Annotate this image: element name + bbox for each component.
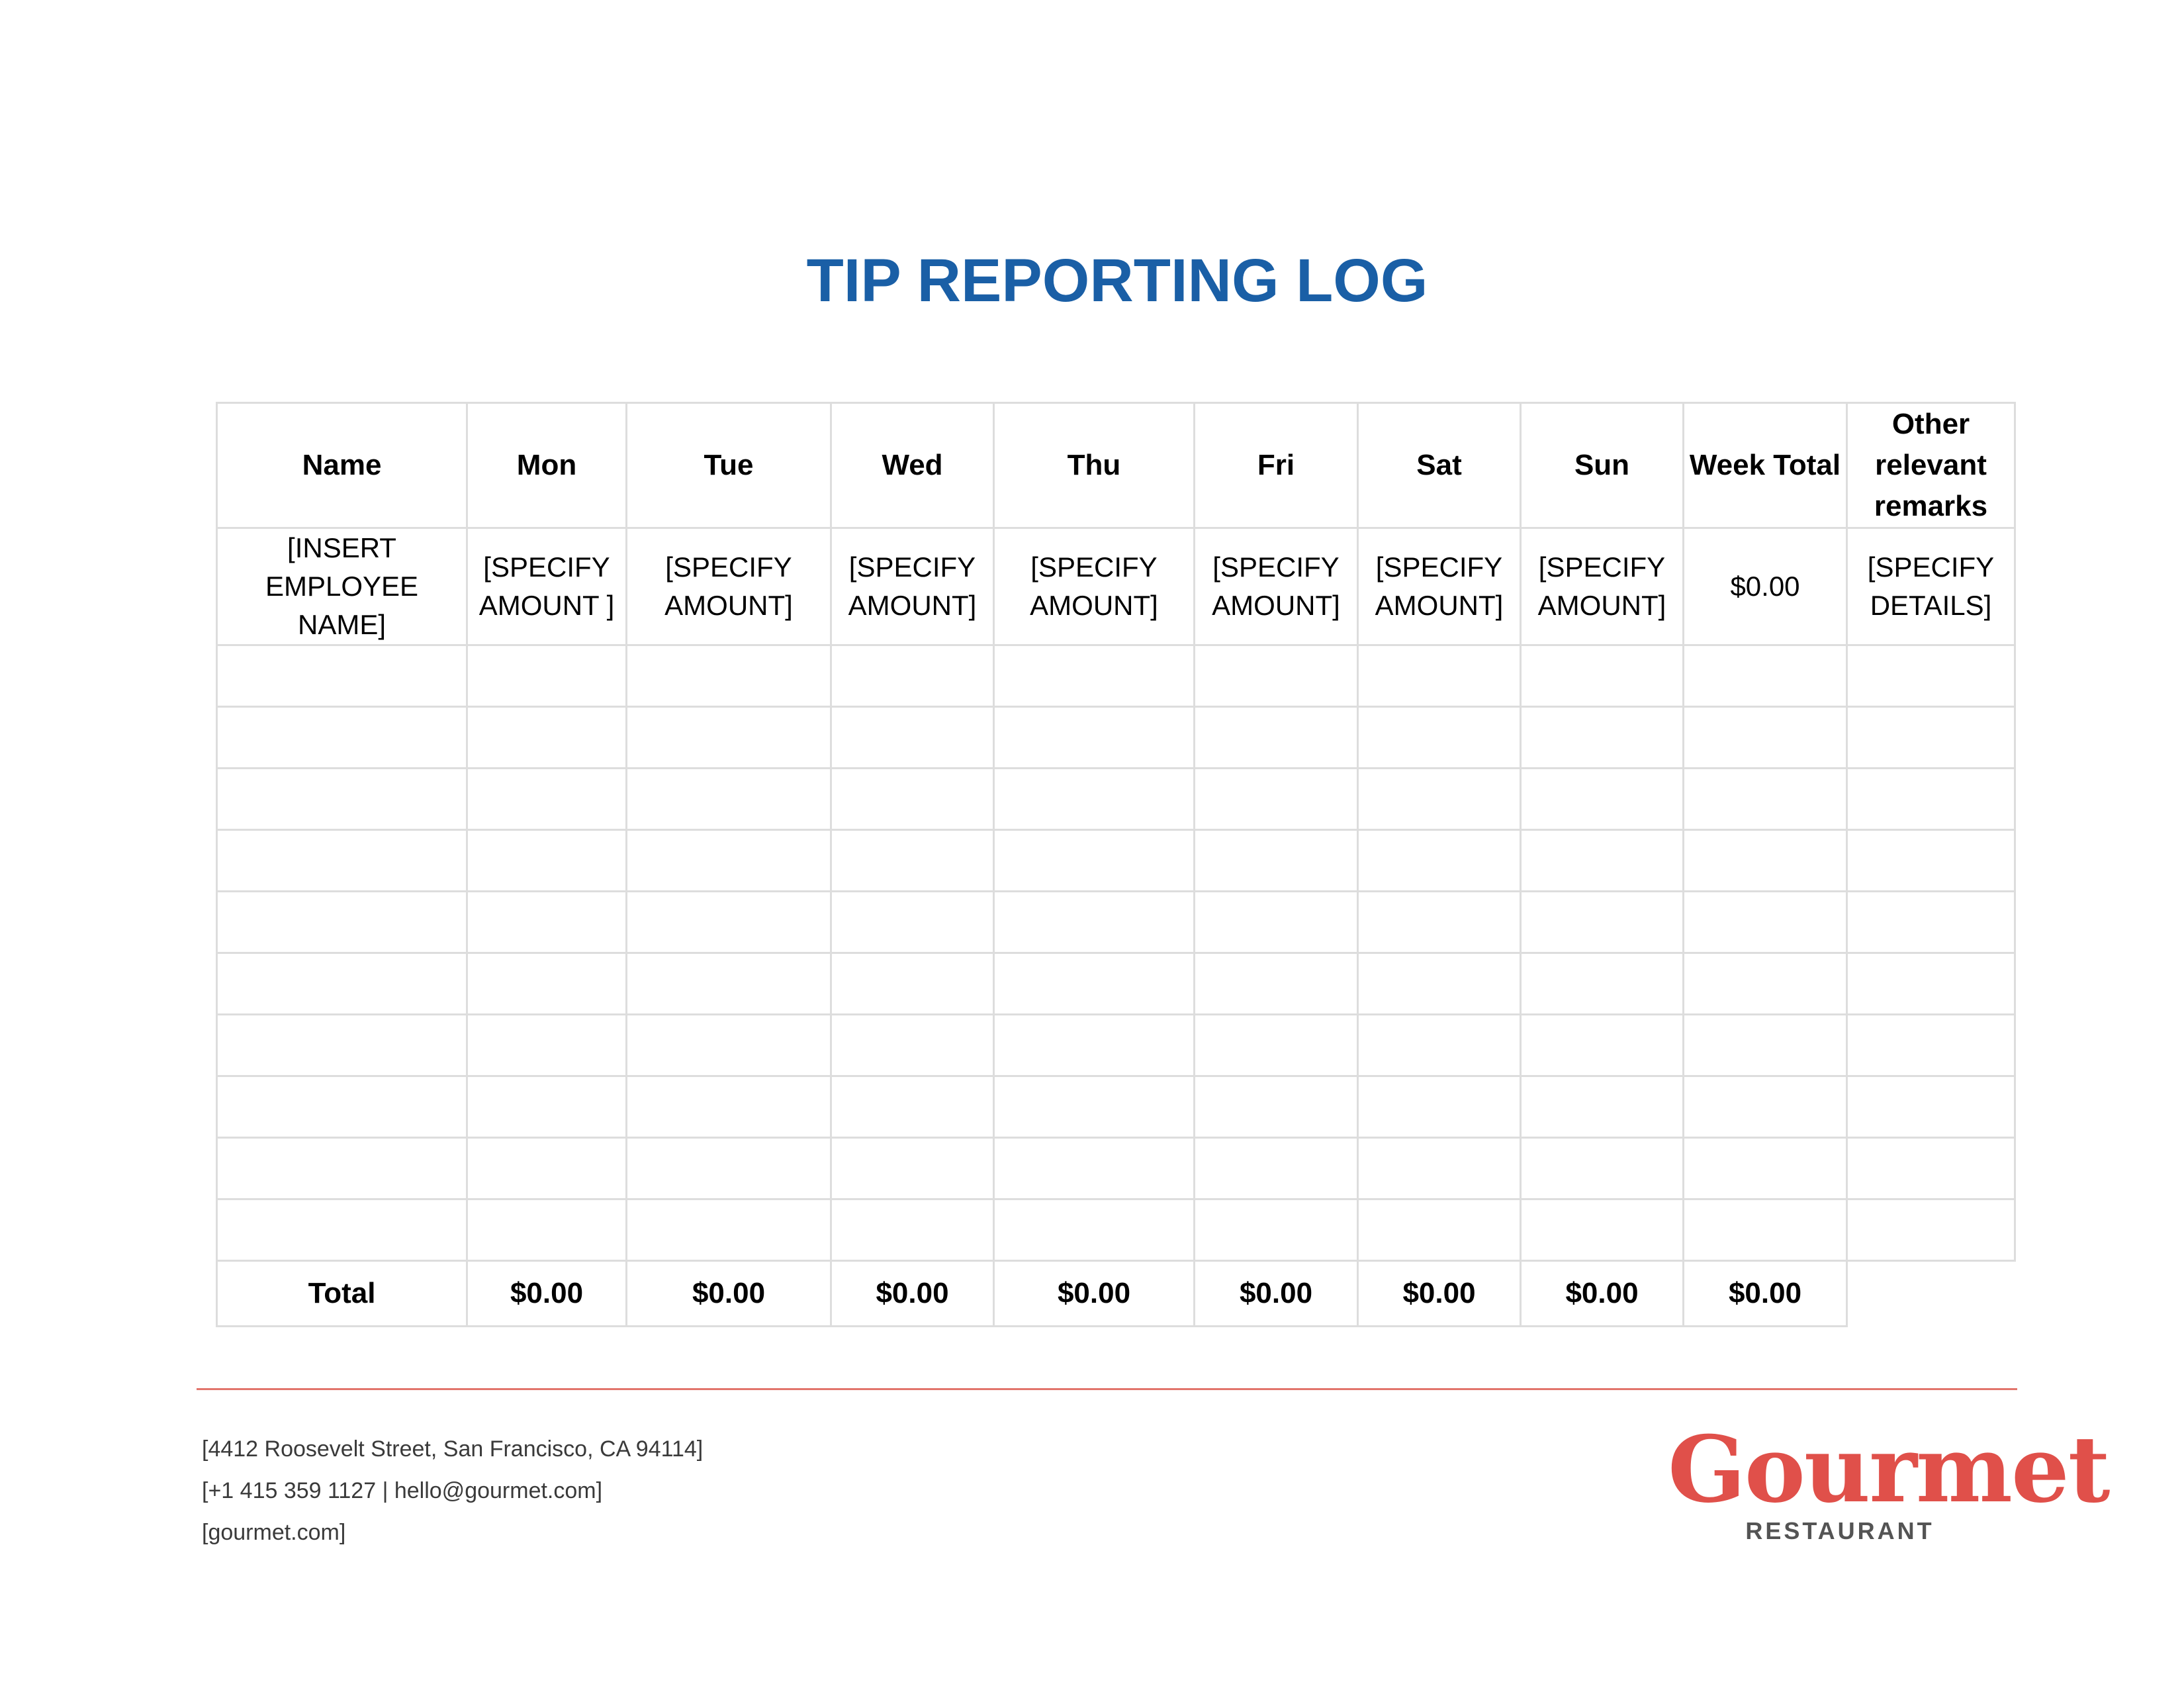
table-cell[interactable] (994, 830, 1195, 892)
table-cell[interactable] (831, 892, 994, 953)
column-header: Sat (1358, 403, 1521, 528)
table-cell[interactable] (1358, 892, 1521, 953)
table-cell[interactable] (1521, 830, 1684, 892)
table-cell[interactable] (1195, 1199, 1358, 1261)
table-cell[interactable] (994, 1076, 1195, 1138)
table-cell[interactable] (831, 830, 994, 892)
footer-divider (197, 1388, 2017, 1390)
table-cell[interactable]: [SPECIFY AMOUNT] (627, 528, 831, 645)
table-cell[interactable]: [SPECIFY DETAILS] (1847, 528, 2015, 645)
table-cell[interactable] (1195, 769, 1358, 830)
table-cell[interactable] (627, 769, 831, 830)
table-cell[interactable] (1684, 1015, 1847, 1076)
table-cell[interactable]: [SPECIFY AMOUNT] (1521, 528, 1684, 645)
table-cell[interactable] (831, 953, 994, 1015)
column-header: Other relevant remarks (1847, 403, 2015, 528)
table-cell[interactable] (467, 645, 627, 707)
table-cell[interactable] (994, 1199, 1195, 1261)
table-cell[interactable]: [SPECIFY AMOUNT] (831, 528, 994, 645)
table-cell[interactable] (1847, 1138, 2015, 1199)
table-cell[interactable]: [INSERT EMPLOYEE NAME] (217, 528, 467, 645)
table-cell[interactable] (994, 1015, 1195, 1076)
column-header: Thu (994, 403, 1195, 528)
table-cell[interactable] (217, 645, 467, 707)
table-row (217, 892, 2015, 953)
table-cell[interactable] (217, 953, 467, 1015)
page-title: TIP REPORTING LOG (806, 247, 1428, 314)
table-cell[interactable] (994, 769, 1195, 830)
table-cell[interactable] (1195, 1015, 1358, 1076)
table-cell[interactable] (467, 830, 627, 892)
table-row (217, 953, 2015, 1015)
empty-corner (1847, 1261, 2015, 1327)
table-cell[interactable] (994, 1138, 1195, 1199)
table-cell[interactable] (627, 1076, 831, 1138)
column-header: Week Total (1684, 403, 1847, 528)
table-cell[interactable]: $0.00 (1684, 528, 1847, 645)
total-cell: $0.00 (467, 1261, 627, 1327)
table-cell[interactable] (994, 953, 1195, 1015)
table-cell[interactable] (1521, 953, 1684, 1015)
table-row (217, 528, 2015, 645)
table-cell[interactable] (994, 707, 1195, 769)
table-cell[interactable]: [SPECIFY AMOUNT] (1195, 528, 1358, 645)
table-row (217, 1138, 2015, 1199)
table-cell[interactable] (627, 892, 831, 953)
table-cell[interactable] (1195, 1076, 1358, 1138)
table-cell[interactable] (1847, 707, 2015, 769)
table-cell[interactable] (1195, 953, 1358, 1015)
table-cell[interactable] (467, 1199, 627, 1261)
table-cell[interactable] (1847, 830, 2015, 892)
table-cell[interactable]: [SPECIFY AMOUNT ] (467, 528, 627, 645)
total-cell: $0.00 (1684, 1261, 1847, 1327)
website-text: [gourmet.com] (202, 1520, 346, 1545)
column-header: Name (217, 403, 467, 528)
table-cell[interactable] (1358, 1076, 1521, 1138)
table-cell[interactable] (627, 1015, 831, 1076)
table-cell[interactable] (467, 1138, 627, 1199)
total-cell: $0.00 (994, 1261, 1195, 1327)
table-cell[interactable] (1358, 1138, 1521, 1199)
table-cell[interactable] (831, 1015, 994, 1076)
table-cell[interactable] (467, 953, 627, 1015)
total-cell: $0.00 (831, 1261, 994, 1327)
table-cell[interactable] (1847, 769, 2015, 830)
table-cell[interactable] (217, 1138, 467, 1199)
table-cell[interactable] (1358, 769, 1521, 830)
total-cell: $0.00 (1358, 1261, 1521, 1327)
column-header: Mon (467, 403, 627, 528)
table-cell[interactable] (1358, 1015, 1521, 1076)
table-cell[interactable] (467, 707, 627, 769)
gourmet-logo (1668, 1415, 2109, 1545)
table-cell[interactable] (217, 1199, 467, 1261)
table-cell[interactable] (1684, 1076, 1847, 1138)
table-cell[interactable] (1521, 1015, 1684, 1076)
table-cell[interactable] (1847, 1015, 2015, 1076)
logo-wordmark: Gourmet (1668, 1415, 2109, 1523)
table-cell[interactable] (1684, 707, 1847, 769)
table-cell[interactable] (1684, 769, 1847, 830)
table-cell[interactable] (831, 645, 994, 707)
table-cell[interactable] (217, 1076, 467, 1138)
table-cell[interactable] (627, 953, 831, 1015)
table-cell[interactable] (1684, 953, 1847, 1015)
table-cell[interactable] (627, 645, 831, 707)
table-cell[interactable] (1684, 1199, 1847, 1261)
address-text: [4412 Roosevelt Street, San Francisco, CA 94114] (202, 1436, 704, 1462)
table-cell[interactable] (1195, 707, 1358, 769)
table-row (217, 645, 2015, 707)
table-cell[interactable] (1521, 1199, 1684, 1261)
table-row (217, 830, 2015, 892)
table-cell[interactable] (1847, 953, 2015, 1015)
table-cell[interactable] (627, 707, 831, 769)
table-cell[interactable]: [SPECIFY AMOUNT] (1358, 528, 1521, 645)
table-cell[interactable] (1521, 707, 1684, 769)
phone-email-text: [+1 415 359 1127 | hello@gourmet.com] (202, 1478, 603, 1503)
table-cell[interactable] (1684, 830, 1847, 892)
table-cell[interactable] (1684, 645, 1847, 707)
table-cell[interactable] (1521, 1138, 1684, 1199)
table-cell[interactable] (831, 1076, 994, 1138)
column-header: Wed (831, 403, 994, 528)
table-cell[interactable] (831, 1138, 994, 1199)
table-cell[interactable] (1521, 1076, 1684, 1138)
table-cell[interactable] (1847, 645, 2015, 707)
column-header: Tue (627, 403, 831, 528)
table-cell[interactable] (994, 645, 1195, 707)
table-row (217, 1076, 2015, 1138)
table-cell[interactable] (217, 892, 467, 953)
table-cell[interactable] (217, 830, 467, 892)
table-cell[interactable] (1358, 953, 1521, 1015)
table-cell[interactable] (1521, 769, 1684, 830)
table-cell[interactable]: [SPECIFY AMOUNT] (994, 528, 1195, 645)
table-row (217, 769, 2015, 830)
table-cell[interactable] (217, 707, 467, 769)
table-row (217, 1199, 2015, 1261)
table-cell[interactable] (1195, 645, 1358, 707)
column-header: Sun (1521, 403, 1684, 528)
table-cell[interactable] (627, 1138, 831, 1199)
table-cell[interactable] (1358, 830, 1521, 892)
table-cell[interactable] (627, 830, 831, 892)
table-cell[interactable] (1358, 707, 1521, 769)
table-cell[interactable] (1195, 1138, 1358, 1199)
header-row (217, 403, 2015, 528)
table-cell[interactable] (467, 1015, 627, 1076)
contact-block (202, 1429, 703, 1554)
total-label: Total (217, 1261, 467, 1327)
logo-tagline: RESTAURANT (1745, 1517, 1934, 1544)
total-cell: $0.00 (1195, 1261, 1358, 1327)
table-cell[interactable] (467, 1076, 627, 1138)
total-cell: $0.00 (1521, 1261, 1684, 1327)
table-row (217, 1015, 2015, 1076)
table-cell[interactable] (831, 769, 994, 830)
table-cell[interactable] (217, 1015, 467, 1076)
table-cell[interactable] (994, 892, 1195, 953)
table-cell[interactable] (217, 769, 467, 830)
table-cell[interactable] (831, 1199, 994, 1261)
table-cell[interactable] (1684, 892, 1847, 953)
table-cell[interactable] (1847, 892, 2015, 953)
column-header: Fri (1195, 403, 1358, 528)
total-cell: $0.00 (627, 1261, 831, 1327)
table-cell[interactable] (1684, 1138, 1847, 1199)
table-cell[interactable] (467, 892, 627, 953)
table-cell[interactable] (1195, 830, 1358, 892)
table-cell[interactable] (1195, 892, 1358, 953)
table-cell[interactable] (1521, 645, 1684, 707)
table-cell[interactable] (1847, 1199, 2015, 1261)
tip-log-table (216, 402, 2016, 1327)
table-cell[interactable] (1358, 1199, 1521, 1261)
table-cell[interactable] (1358, 645, 1521, 707)
table-cell[interactable] (831, 707, 994, 769)
table-cell[interactable] (627, 1199, 831, 1261)
table-cell[interactable] (1521, 892, 1684, 953)
total-row (217, 1261, 2015, 1327)
table-cell[interactable] (467, 769, 627, 830)
table-cell[interactable] (1847, 1076, 2015, 1138)
table-row (217, 707, 2015, 769)
